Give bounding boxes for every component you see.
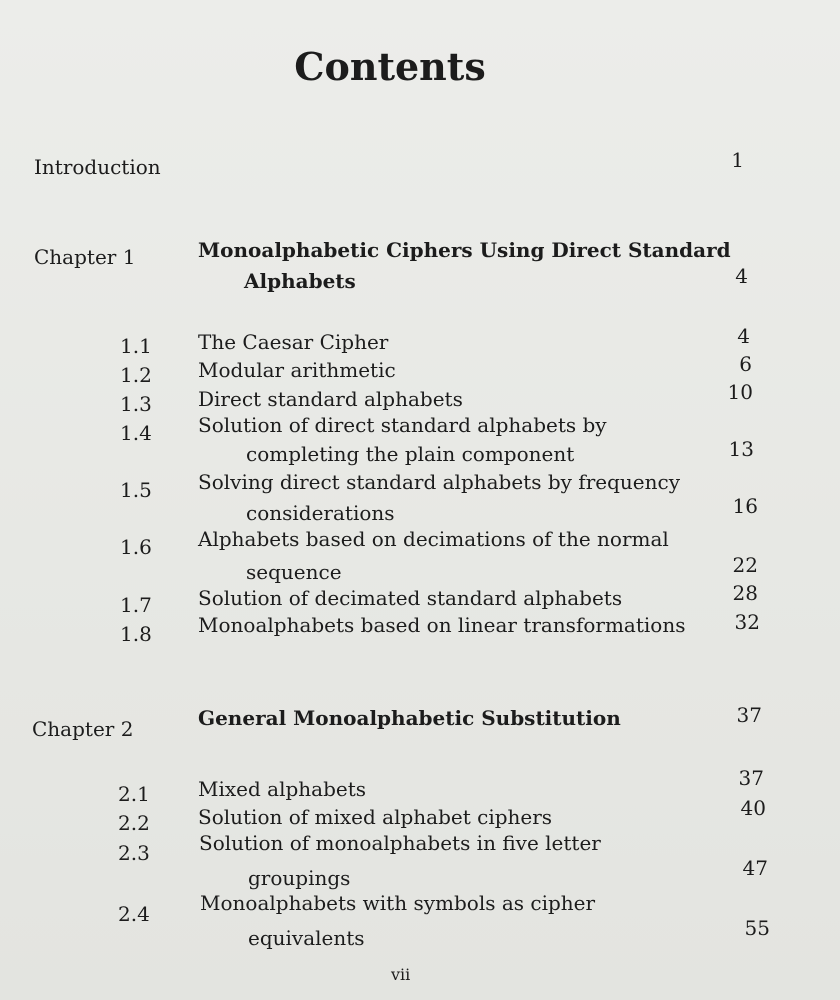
section-title: Mixed alphabets xyxy=(198,777,367,801)
section-title: Modular arithmetic xyxy=(198,358,396,382)
section-title: Alphabets based on decimations of the normal xyxy=(198,527,669,551)
section-title: The Caesar Cipher xyxy=(198,330,389,354)
section-page: 10 xyxy=(727,380,753,404)
chapter-1-page: 4 xyxy=(735,264,748,288)
section-number: 1.5 xyxy=(120,478,152,502)
section-number: 1.8 xyxy=(120,622,152,646)
chapter-2-title: General Monoalphabetic Substitution xyxy=(198,706,621,730)
section-title-continued: completing the plain component xyxy=(246,442,575,466)
chapter-1-label: Chapter 1 xyxy=(34,245,136,269)
section-number: 2.2 xyxy=(118,811,150,835)
section-number: 1.1 xyxy=(120,334,152,358)
section-title-continued: groupings xyxy=(248,866,351,890)
section-page: 13 xyxy=(728,437,754,461)
section-page: 28 xyxy=(732,581,758,605)
section-page: 32 xyxy=(734,610,760,634)
section-title: Solution of mixed alphabet ciphers xyxy=(198,805,553,829)
section-page: 37 xyxy=(738,766,764,790)
section-title: Solution of monoalphabets in five letter xyxy=(199,831,601,855)
section-number: 1.3 xyxy=(120,392,152,416)
section-number: 2.3 xyxy=(118,841,150,865)
section-title: Solution of direct standard alphabets by xyxy=(198,413,607,437)
section-page: 55 xyxy=(744,916,770,940)
section-number: 1.2 xyxy=(120,363,152,387)
section-number: 2.4 xyxy=(118,902,150,926)
section-title-continued: sequence xyxy=(246,560,342,584)
section-number: 1.4 xyxy=(120,421,152,445)
section-page: 4 xyxy=(737,324,750,348)
chapter-2-page: 37 xyxy=(736,703,762,727)
section-page: 16 xyxy=(732,494,758,518)
section-title-continued: equivalents xyxy=(248,926,365,950)
section-title: Solution of decimated standard alphabets xyxy=(198,586,623,610)
section-number: 1.6 xyxy=(120,535,152,559)
section-page: 22 xyxy=(732,553,758,577)
section-page: 40 xyxy=(740,796,766,820)
section-title: Monoalphabets with symbols as cipher xyxy=(200,891,596,915)
section-page: 47 xyxy=(742,856,768,880)
section-page: 6 xyxy=(739,352,752,376)
chapter-2-label: Chapter 2 xyxy=(32,717,134,741)
introduction-label: Introduction xyxy=(34,155,161,179)
chapter-1-title-line2: Alphabets xyxy=(244,269,356,293)
section-number: 1.7 xyxy=(120,593,152,617)
section-title: Solving direct standard alphabets by frequency xyxy=(198,470,681,494)
introduction-page: 1 xyxy=(731,148,744,172)
page-folio: vii xyxy=(391,965,411,984)
section-title-continued: considerations xyxy=(246,501,395,525)
section-title: Monoalphabets based on linear transformations xyxy=(198,613,686,637)
section-title: Direct standard alphabets xyxy=(198,387,463,411)
chapter-1-title-line1: Monoalphabetic Ciphers Using Direct Standard xyxy=(198,238,731,262)
section-number: 2.1 xyxy=(118,782,150,806)
page-title: Contents xyxy=(294,44,486,89)
